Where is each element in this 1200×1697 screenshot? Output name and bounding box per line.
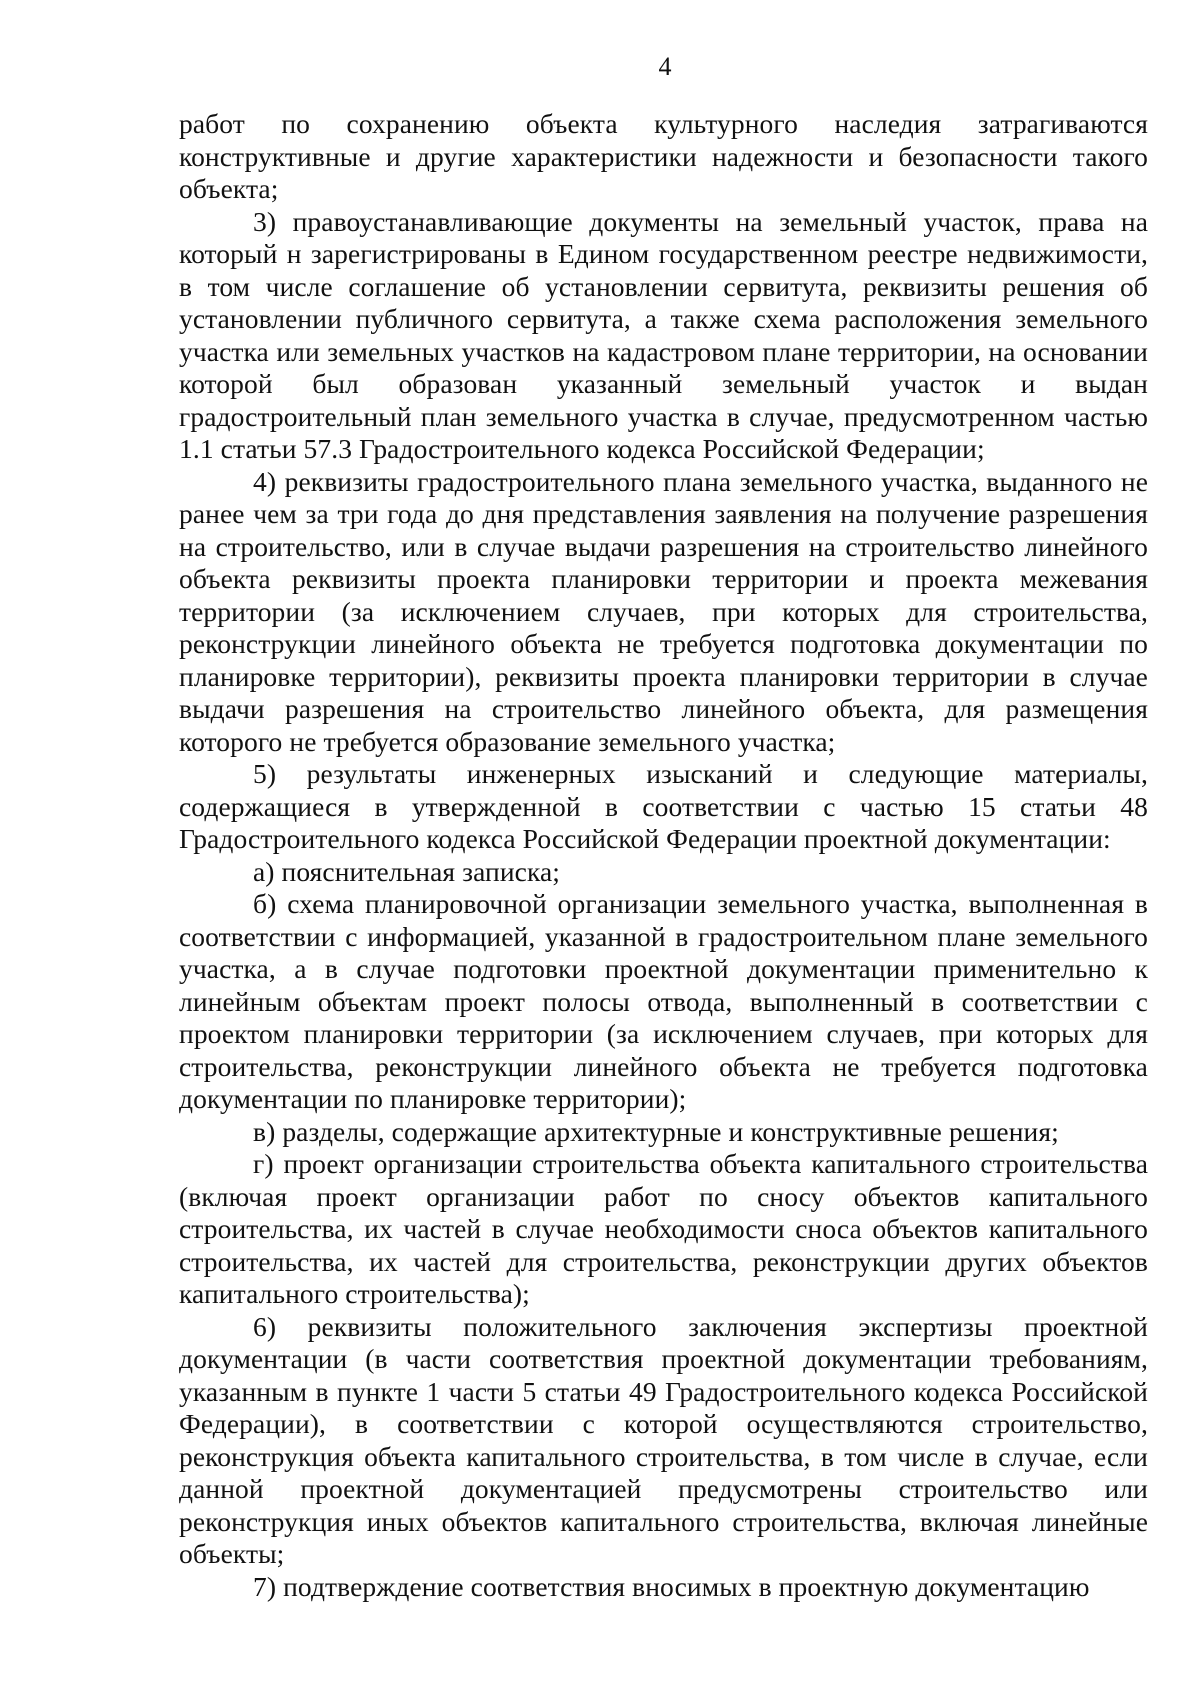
paragraph-item-5a: а) пояснительная записка; <box>253 855 561 887</box>
paragraph-item-7: 7) подтверждение соответствия вносимых в проектную документацию <box>253 1570 1090 1602</box>
paragraph-item-5b: б) схема планировочной организации земельного участка, выполненная в соответствии с информацией, указанной в градостроительном плане земельного участка, а в случае подготовки проектной документации применительно к линейным объектам проект полосы отвода, выполненный в соответствии с проектом планировки территории (за исключением случаев, при которых для строительства, реконструкции линейного объекта не требуется подготовка документации по планировке территории); <box>179 888 1148 1114</box>
paragraph-item-5g: г) проект организации строительства объекта капитального строительства (включая проект организации работ по сносу объектов капитального строительства, их частей в случае необходимости сноса объектов капитального строительства, их частей для строительства, реконструкции других объектов капитального строительства); <box>179 1148 1148 1309</box>
paragraph-item-5v: в) разделы, содержащие архитектурные и конструктивные решения; <box>253 1115 1059 1147</box>
paragraph-continuation: работ по сохранению объекта культурного наследия затрагиваются конструктивные и другие характеристики надежности и безопасности такого объекта; <box>179 108 1148 204</box>
paragraph-item-6: 6) реквизиты положительного заключения экспертизы проектной документации (в части соответствия проектной документации требованиям, указанным в пункте 1 части 5 статьи 49 Градостроительного кодекса Российской Федерации), в соответствии с которой осуществляются строительство, реконструкция объекта капитального строительства, в том числе в случае, если данной проектной документацией предусмотрены строительство или реконструкция иных объектов капитального строительства, включая линейные объекты; <box>179 1310 1148 1569</box>
paragraph-item-5: 5) результаты инженерных изысканий и следующие материалы, содержащиеся в утвержденной в соответствии с частью 15 статьи 48 Градостроительного кодекса Российской Федерации проектной документации: <box>179 758 1148 854</box>
paragraph-item-4: 4) реквизиты градостроительного плана земельного участка, выданного не ранее чем за три года до дня представления заявления на получение разрешения на строительство, или в случае выдачи разрешения на строительство линейного объекта реквизиты проекта планировки территории и проекта межевания территории (за исключением случаев, при которых для строительства, реконструкции линейного объекта не требуется подготовка документации по планировке территории), реквизиты проекта планировки территории в случае выдачи разрешения на строительство линейного объекта, для размещения которого не требуется образование земельного участка; <box>179 465 1148 757</box>
document-body <box>179 108 1148 1603</box>
paragraph-item-3: 3) правоустанавливающие документы на земельный участок, права на который н зарегистрированы в Едином государственном реестре недвижимости, в том числе соглашение об установлении сервитута, реквизиты решения об установлении публичного сервитута, а также схема расположения земельного участка или земельных участков на кадастровом плане территории, на основании которой был образован указанный земельный участок и выдан градостроительный план земельного участка в случае, предусмотренном частью 1.1 статьи 57.3 Градостроительного кодекса Российской Федерации; <box>179 205 1148 464</box>
page-number: 4 <box>658 52 672 81</box>
